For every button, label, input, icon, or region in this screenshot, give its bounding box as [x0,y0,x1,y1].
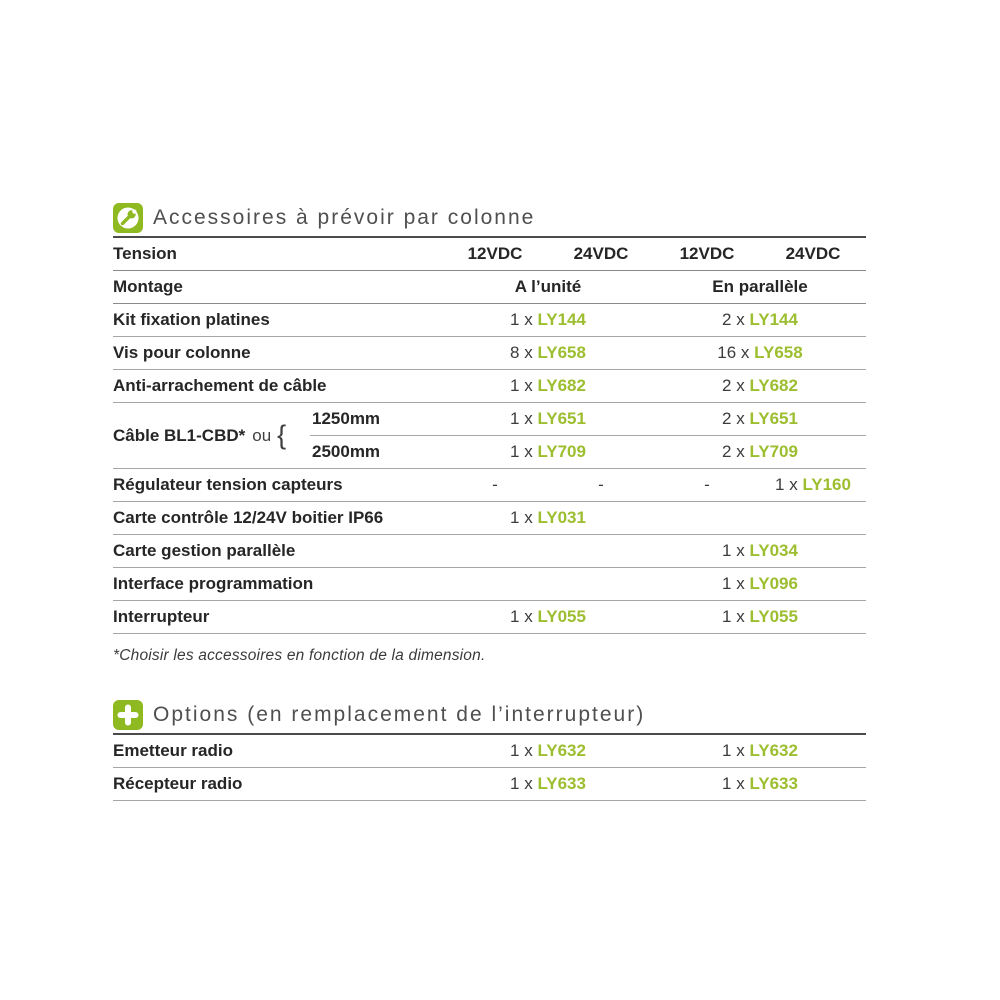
quantity: 1 x [510,774,533,793]
quantity: 2 x [722,376,745,395]
part-number: LY144 [749,310,798,329]
row-label: Carte contrôle 12/24V boitier IP66 [113,508,384,527]
part-number: LY096 [749,574,798,593]
value-unit [442,741,654,761]
quantity: 1 x [722,741,745,760]
value-24vdc-unit: - [598,475,604,494]
row-label: Carte gestion parallèle [113,541,296,560]
quantity: 1 x [510,741,533,760]
quantity: 1 x [722,541,745,560]
footnote: *Choisir les accessoires en fonction de la dimension. [113,647,486,664]
quantity: 8 x [510,343,533,362]
wrench-icon [113,203,143,233]
value-24vdc-par [760,475,866,495]
quantity: 16 x [717,343,750,362]
section-title-accessories: Accessoires à prévoir par colonne [153,206,536,229]
value-parallel [654,376,866,396]
part-number: LY658 [754,343,803,362]
cable-size: 1250mm [312,409,381,428]
part-number: LY651 [537,409,586,428]
part-number: LY055 [537,607,586,626]
cable-connector-text: ou [252,425,272,445]
value-parallel [654,343,866,363]
plus-icon [113,700,143,730]
table-row-cable [113,403,866,469]
table-row-anti-arrachement [113,370,866,403]
part-number: LY682 [537,376,586,395]
table-row-kit-fixation [113,304,866,337]
quantity: 1 x [722,774,745,793]
col-header-24vdc-unit: 24VDC [573,244,629,263]
row-label: Câble BL1-CBD* [113,425,246,445]
part-number: LY633 [749,774,798,793]
table-row-emetteur [113,735,866,768]
quantity: 1 x [722,607,745,626]
row-label: Emetteur radio [113,741,233,760]
page [113,202,866,801]
value-parallel [654,442,866,462]
row-label: Kit fixation platines [113,310,270,329]
table-row-vis [113,337,866,370]
part-number: LY709 [749,442,798,461]
value-unit [442,376,654,396]
value-parallel [654,574,866,594]
value-parallel [654,409,866,429]
value-unit [442,442,654,462]
quantity: 1 x [510,409,533,428]
value-parallel [654,310,866,330]
value-parallel [654,607,866,627]
table-row-tension [113,238,866,271]
value-parallel [654,541,866,561]
table-row-interface [113,568,866,601]
value-12vdc-unit: - [492,475,498,494]
row-label: Montage [113,277,183,296]
part-number: LY144 [537,310,586,329]
part-number: LY034 [749,541,798,560]
row-label: Interrupteur [113,607,210,626]
value-unit [442,310,654,330]
accessories-header [113,202,866,234]
col-header-12vdc-par: 12VDC [679,244,735,263]
cable-label [113,422,310,449]
row-label: Récepteur radio [113,774,243,793]
part-number: LY682 [749,376,798,395]
value-unit [442,508,654,528]
options-header [113,699,866,731]
table-row-carte-controle [113,502,866,535]
part-number: LY651 [749,409,798,428]
options-section [113,699,866,801]
part-number: LY632 [537,741,586,760]
row-label: Régulateur tension capteurs [113,475,343,494]
brace-glyph: { [277,420,287,450]
value-unit [442,343,654,363]
quantity: 1 x [775,475,798,494]
value-12vdc-par: - [704,475,710,494]
quantity: 1 x [510,508,533,527]
part-number: LY709 [537,442,586,461]
table-row-carte-gestion [113,535,866,568]
quantity: 2 x [722,310,745,329]
row-label: Anti-arrachement de câble [113,376,327,395]
col-header-12vdc-unit: 12VDC [467,244,523,263]
value-unit [442,607,654,627]
cable-variant-2500 [310,436,866,468]
quantity: 2 x [722,409,745,428]
table-row-recepteur [113,768,866,801]
table-row-regulateur [113,469,866,502]
cable-size: 2500mm [312,442,381,461]
part-number: LY633 [537,774,586,793]
cable-variants [310,403,866,468]
quantity: 2 x [722,442,745,461]
quantity: 1 x [510,376,533,395]
col-header-24vdc-par: 24VDC [785,244,841,263]
part-number: LY658 [537,343,586,362]
accessories-section [113,202,866,665]
montage-parallel: En parallèle [712,277,808,296]
table-row-interrupteur [113,601,866,634]
table-row-montage [113,271,866,304]
accessories-table [113,236,866,634]
quantity: 1 x [722,574,745,593]
section-title-options: Options (en remplacement de l’interrupteur) [153,703,646,726]
part-number: LY632 [749,741,798,760]
value-parallel [654,741,866,761]
quantity: 1 x [510,442,533,461]
value-unit [442,409,654,429]
part-number: LY160 [802,475,851,494]
row-label: Tension [113,244,177,263]
part-number: LY055 [749,607,798,626]
part-number: LY031 [537,508,586,527]
value-unit [442,774,654,794]
options-table [113,733,866,801]
montage-unit: A l’unité [514,277,582,296]
row-label: Vis pour colonne [113,343,251,362]
quantity: 1 x [510,607,533,626]
cable-variant-1250 [310,403,866,435]
quantity: 1 x [510,310,533,329]
value-parallel [654,774,866,794]
row-label: Interface programmation [113,574,314,593]
